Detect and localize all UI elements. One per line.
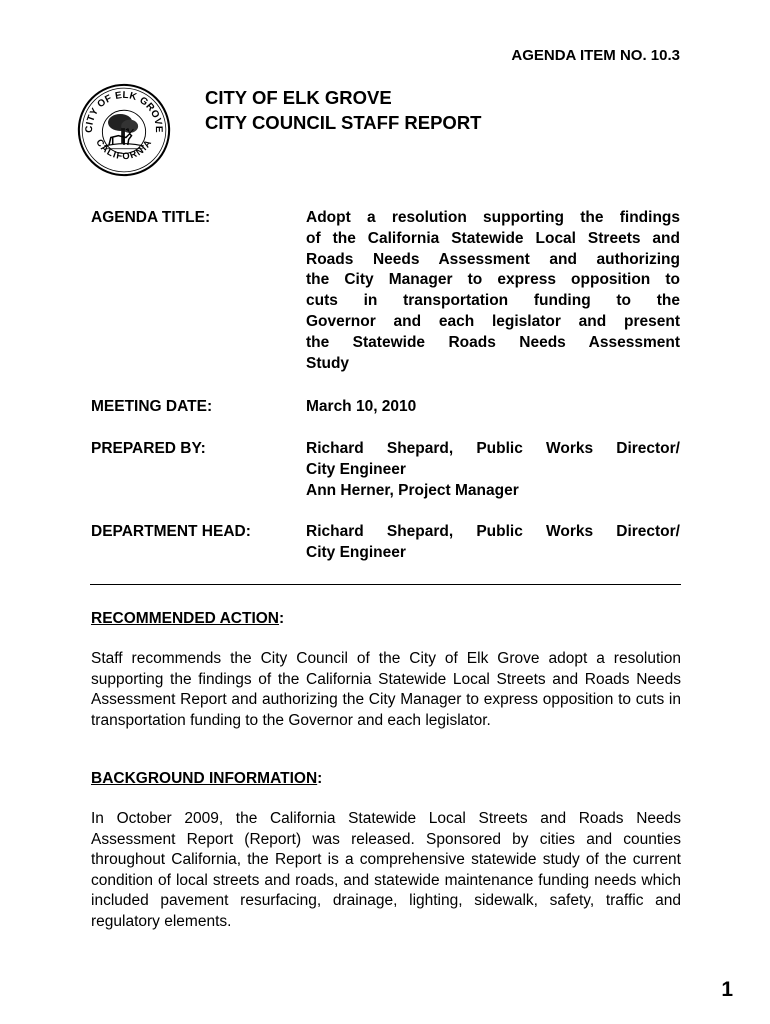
page-number: 1 xyxy=(721,978,733,1001)
city-seal-icon xyxy=(77,83,171,177)
recommended-action-heading: RECOMMENDED ACTION: xyxy=(91,610,285,627)
agenda-title-line: of the California Statewide Local Streets and xyxy=(306,229,680,247)
recommended-action-body: Staff recommends the City Council of the City of Elk Grove adopt a resolution supporting the findings of the California Statewide Local Streets and Roads Needs Assessment Report and authorizing the City Manager to express opposition to cuts in transportation funding to the Governor and each legislator. xyxy=(91,650,681,729)
seal-top-text: CITY OF ELK GROVE xyxy=(83,89,165,133)
recommended-action-heading-text: RECOMMENDED ACTION xyxy=(91,610,280,627)
background-heading: BACKGROUND INFORMATION: xyxy=(91,770,323,787)
department-head-label: DEPARTMENT HEAD: xyxy=(91,523,251,540)
section-divider xyxy=(90,584,681,585)
agenda-title-line: Roads Needs Assessment and authorizing xyxy=(306,250,680,268)
department-head-line: Richard Shepard, Public Works Director/ xyxy=(306,523,680,540)
agenda-title-line: cuts in transportation funding to the xyxy=(306,292,680,310)
agenda-title-line: Governor and each legislator and present xyxy=(306,312,680,330)
agenda-title-line: the Statewide Roads Needs Assessment xyxy=(306,333,680,351)
agenda-title-line: Adopt a resolution supporting the findings xyxy=(306,209,680,226)
agenda-title-line: Study xyxy=(306,354,350,372)
prepared-by-line: Richard Shepard, Public Works Director/ xyxy=(306,440,680,457)
department-head-value xyxy=(306,522,680,564)
agenda-title-value xyxy=(306,208,680,374)
city-name: CITY OF ELK GROVE xyxy=(205,87,392,108)
prepared-by-label: PREPARED BY: xyxy=(91,440,206,457)
agenda-title-line: the City Manager to express opposition to xyxy=(306,271,680,289)
meeting-date-label: MEETING DATE: xyxy=(91,398,213,415)
report-header xyxy=(205,85,481,135)
agenda-title-label: AGENDA TITLE: xyxy=(91,209,211,226)
background-body: In October 2009, the California Statewide Local Streets and Roads Needs Assessment Report (Report) was released. Sponsored by cities and counties throughout California, the Report is a comprehensive statewide study of the current condition of local streets and roads, and statewide maintenance funding needs which included pavement resurfacing, drainage, lighting, sidewalk, safety, traffic and regulatory elements. xyxy=(91,810,681,930)
department-head-line: City Engineer xyxy=(306,543,406,561)
background-heading-text: BACKGROUND INFORMATION xyxy=(91,770,318,787)
prepared-by-line: Ann Herner, Project Manager xyxy=(306,481,519,499)
seal-bottom-text: CALIFORNIA xyxy=(94,136,154,162)
agenda-item-number: AGENDA ITEM NO. 10.3 xyxy=(511,47,680,64)
prepared-by-line: City Engineer xyxy=(306,460,406,478)
report-type: CITY COUNCIL STAFF REPORT xyxy=(205,112,482,133)
prepared-by-value xyxy=(306,439,680,501)
meeting-date-value: March 10, 2010 xyxy=(306,398,417,415)
